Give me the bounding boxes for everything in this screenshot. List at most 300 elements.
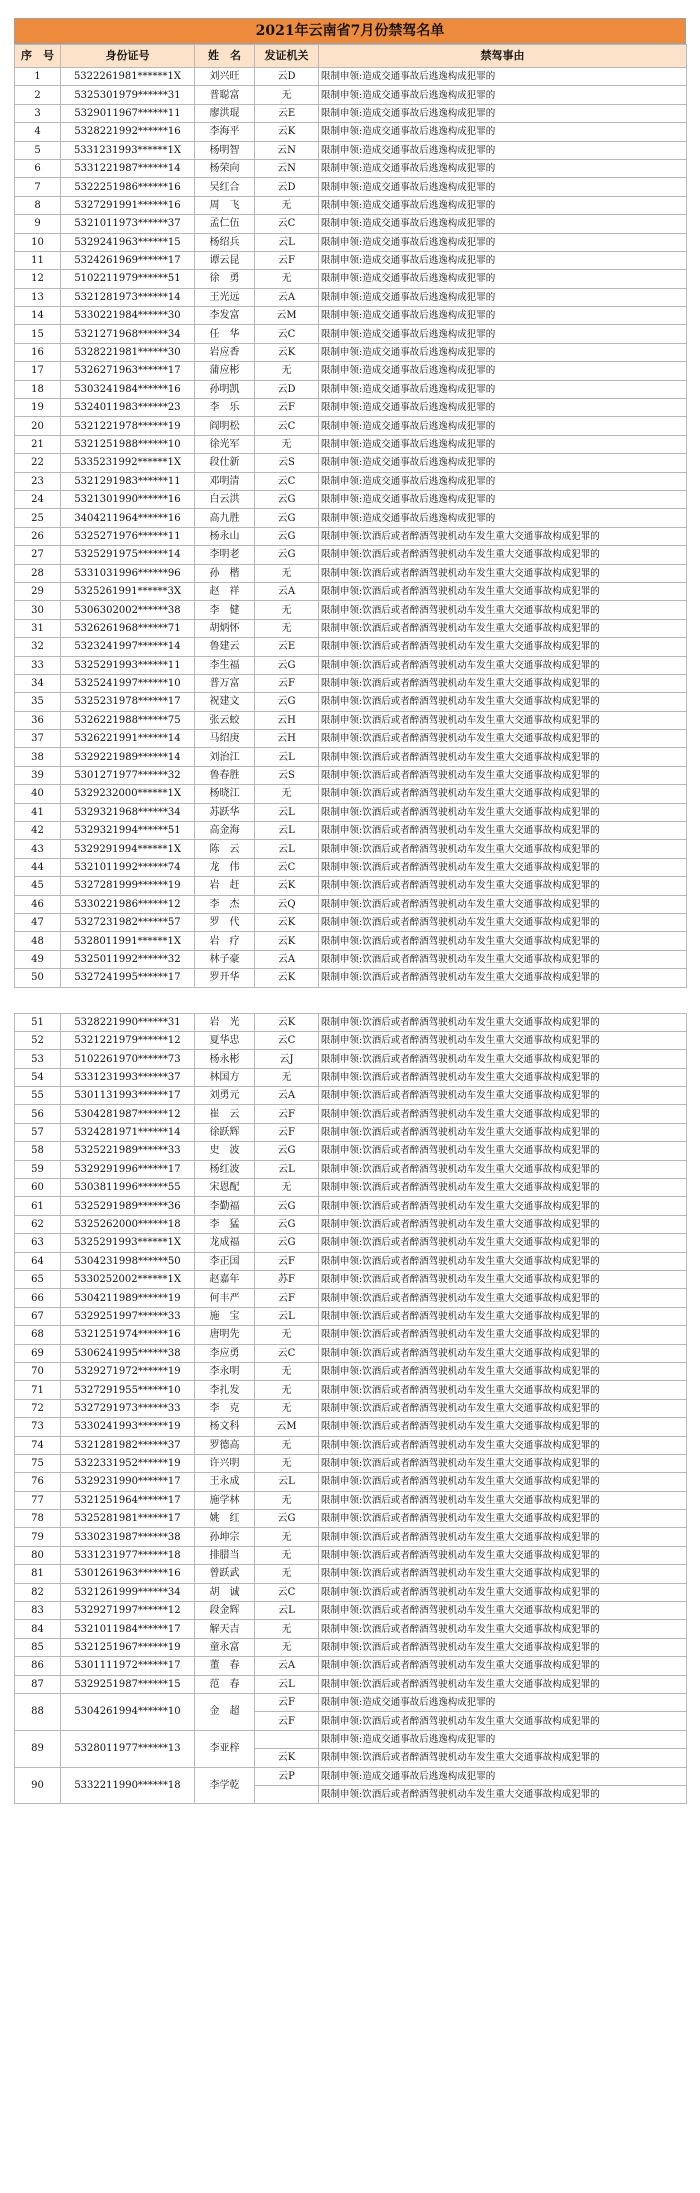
row-authority: 云D bbox=[255, 178, 319, 196]
row-reason: 限制申领:饮酒后或者醉酒驾驶机动车发生重大交通事故构成犯罪的 bbox=[319, 1105, 687, 1123]
row-authority: 无 bbox=[255, 435, 319, 453]
row-authority: 云L bbox=[255, 1160, 319, 1178]
row-reason: 限制申领:饮酒后或者醉酒驾驶机动车发生重大交通事故构成犯罪的 bbox=[319, 1436, 687, 1454]
row-id-number: 5301261963******16 bbox=[61, 1565, 195, 1583]
row-authority: 云F bbox=[255, 1105, 319, 1123]
row-name: 刘兴旺 bbox=[195, 68, 255, 86]
row-name: 施 宝 bbox=[195, 1307, 255, 1325]
table-row bbox=[15, 1602, 687, 1620]
row-name: 岩 疗 bbox=[195, 932, 255, 950]
table-row bbox=[15, 1068, 687, 1086]
table-row bbox=[15, 1142, 687, 1160]
table-row bbox=[15, 509, 687, 527]
row-no: 36 bbox=[15, 711, 61, 729]
row-name: 罗 代 bbox=[195, 913, 255, 931]
row-reason: 限制申领:饮酒后或者醉酒驾驶机动车发生重大交通事故构成犯罪的 bbox=[319, 1510, 687, 1528]
row-reason: 限制申领:饮酒后或者醉酒驾驶机动车发生重大交通事故构成犯罪的 bbox=[319, 1215, 687, 1233]
table-row bbox=[15, 380, 687, 398]
row-name: 罗开华 bbox=[195, 969, 255, 987]
row-no: 14 bbox=[15, 307, 61, 325]
row-reason: 限制申领:饮酒后或者醉酒驾驶机动车发生重大交通事故构成犯罪的 bbox=[319, 1271, 687, 1289]
row-authority: 云L bbox=[255, 748, 319, 766]
table-row bbox=[15, 1197, 687, 1215]
row-name: 李明老 bbox=[195, 546, 255, 564]
row-reason: 限制申领:饮酒后或者醉酒驾驶机动车发生重大交通事故构成犯罪的 bbox=[319, 601, 687, 619]
row-authority: 云F bbox=[255, 251, 319, 269]
table-row bbox=[15, 86, 687, 104]
row-authority: 云G bbox=[255, 693, 319, 711]
row-authority: 云K bbox=[255, 877, 319, 895]
row-no: 57 bbox=[15, 1123, 61, 1141]
row-name: 杨荣向 bbox=[195, 159, 255, 177]
row-no: 49 bbox=[15, 950, 61, 968]
row-name: 杨晓江 bbox=[195, 785, 255, 803]
table-row bbox=[15, 1546, 687, 1564]
row-no: 2 bbox=[15, 86, 61, 104]
row-reason: 限制申领:饮酒后或者醉酒驾驶机动车发生重大交通事故构成犯罪的 bbox=[319, 950, 687, 968]
row-id-number: 5321271968******34 bbox=[61, 325, 195, 343]
row-id-number: 5102211979******51 bbox=[61, 270, 195, 288]
row-name: 施学林 bbox=[195, 1491, 255, 1509]
row-reason: 限制申领:饮酒后或者醉酒驾驶机动车发生重大交通事故构成犯罪的 bbox=[319, 711, 687, 729]
row-id-number: 5325261991******3X bbox=[61, 582, 195, 600]
row-no: 63 bbox=[15, 1234, 61, 1252]
row-no: 86 bbox=[15, 1657, 61, 1675]
row-id-number: 5330221986******12 bbox=[61, 895, 195, 913]
row-no: 41 bbox=[15, 803, 61, 821]
header-no: 序 号 bbox=[15, 45, 61, 68]
row-reason: 限制申领:饮酒后或者醉酒驾驶机动车发生重大交通事故构成犯罪的 bbox=[319, 932, 687, 950]
row-id-number: 5321281973******14 bbox=[61, 288, 195, 306]
row-reason: 限制申领:造成交通事故后逃逸构成犯罪的 bbox=[319, 380, 687, 398]
row-reason: 限制申领:造成交通事故后逃逸构成犯罪的 bbox=[319, 1730, 687, 1748]
row-authority: 云P bbox=[255, 1767, 319, 1785]
row-id-number: 5321281982******37 bbox=[61, 1436, 195, 1454]
row-authority: 云G bbox=[255, 1215, 319, 1233]
table-row bbox=[15, 969, 687, 987]
row-reason: 限制申领:造成交通事故后逃逸构成犯罪的 bbox=[319, 1693, 687, 1711]
table-row bbox=[15, 399, 687, 417]
row-no: 47 bbox=[15, 913, 61, 931]
row-reason: 限制申领:饮酒后或者醉酒驾驶机动车发生重大交通事故构成犯罪的 bbox=[319, 748, 687, 766]
row-name: 李永明 bbox=[195, 1362, 255, 1380]
row-no: 68 bbox=[15, 1326, 61, 1344]
table-row bbox=[15, 1031, 687, 1049]
row-reason: 限制申领:饮酒后或者醉酒驾驶机动车发生重大交通事故构成犯罪的 bbox=[319, 840, 687, 858]
row-id-number: 5324281971******14 bbox=[61, 1123, 195, 1141]
row-authority: 云K bbox=[255, 123, 319, 141]
row-authority: 云L bbox=[255, 1602, 319, 1620]
row-authority: 云G bbox=[255, 546, 319, 564]
row-reason: 限制申领:饮酒后或者醉酒驾驶机动车发生重大交通事故构成犯罪的 bbox=[319, 1252, 687, 1270]
table-row bbox=[15, 1160, 687, 1178]
sheet-title: 2021年云南省7月份禁驾名单 bbox=[14, 18, 686, 44]
row-id-number: 5329291996******17 bbox=[61, 1160, 195, 1178]
row-no: 9 bbox=[15, 215, 61, 233]
row-name: 鲁春胜 bbox=[195, 766, 255, 784]
row-reason: 限制申领:饮酒后或者醉酒驾驶机动车发生重大交通事故构成犯罪的 bbox=[319, 1179, 687, 1197]
row-reason: 限制申领:饮酒后或者醉酒驾驶机动车发生重大交通事故构成犯罪的 bbox=[319, 1307, 687, 1325]
row-authority: 云K bbox=[255, 1013, 319, 1031]
row-id-number: 5321251964******17 bbox=[61, 1491, 195, 1509]
row-no: 87 bbox=[15, 1675, 61, 1693]
row-no: 79 bbox=[15, 1528, 61, 1546]
row-reason: 限制申领:饮酒后或者醉酒驾驶机动车发生重大交通事故构成犯罪的 bbox=[319, 674, 687, 692]
row-reason: 限制申领:饮酒后或者醉酒驾驶机动车发生重大交通事故构成犯罪的 bbox=[319, 1657, 687, 1675]
row-no: 38 bbox=[15, 748, 61, 766]
row-no: 1 bbox=[15, 68, 61, 86]
row-reason: 限制申领:造成交通事故后逃逸构成犯罪的 bbox=[319, 417, 687, 435]
row-id-number: 5321251967******19 bbox=[61, 1638, 195, 1656]
row-reason: 限制申领:造成交通事故后逃逸构成犯罪的 bbox=[319, 454, 687, 472]
row-no: 13 bbox=[15, 288, 61, 306]
row-authority: 云H bbox=[255, 730, 319, 748]
row-no: 34 bbox=[15, 674, 61, 692]
row-authority: 云C bbox=[255, 325, 319, 343]
table-row bbox=[15, 435, 687, 453]
row-authority: 云A bbox=[255, 1657, 319, 1675]
row-reason: 限制申领:饮酒后或者醉酒驾驶机动车发生重大交通事故构成犯罪的 bbox=[319, 582, 687, 600]
row-authority: 云F bbox=[255, 399, 319, 417]
row-id-number: 5329221989******14 bbox=[61, 748, 195, 766]
row-id-number: 5102261970******73 bbox=[61, 1050, 195, 1068]
row-name: 蒲应彬 bbox=[195, 362, 255, 380]
row-name: 李生福 bbox=[195, 656, 255, 674]
row-authority: 无 bbox=[255, 1068, 319, 1086]
row-no: 61 bbox=[15, 1197, 61, 1215]
row-id-number: 5331031996******96 bbox=[61, 564, 195, 582]
table-row bbox=[15, 1418, 687, 1436]
row-name: 赵 祥 bbox=[195, 582, 255, 600]
row-id-number: 5304211989******19 bbox=[61, 1289, 195, 1307]
row-reason: 限制申领:造成交通事故后逃逸构成犯罪的 bbox=[319, 362, 687, 380]
row-authority: 云G bbox=[255, 490, 319, 508]
row-reason: 限制申领:饮酒后或者醉酒驾驶机动车发生重大交通事故构成犯罪的 bbox=[319, 1454, 687, 1472]
row-authority: 云H bbox=[255, 711, 319, 729]
row-no: 40 bbox=[15, 785, 61, 803]
row-id-number: 5322251986******16 bbox=[61, 178, 195, 196]
row-no: 75 bbox=[15, 1454, 61, 1472]
row-no: 35 bbox=[15, 693, 61, 711]
row-reason: 限制申领:饮酒后或者醉酒驾驶机动车发生重大交通事故构成犯罪的 bbox=[319, 1583, 687, 1601]
row-authority: 云S bbox=[255, 454, 319, 472]
row-reason: 限制申领:造成交通事故后逃逸构成犯罪的 bbox=[319, 141, 687, 159]
row-no: 15 bbox=[15, 325, 61, 343]
row-authority: 云C bbox=[255, 417, 319, 435]
row-reason: 限制申领:饮酒后或者醉酒驾驶机动车发生重大交通事故构成犯罪的 bbox=[319, 895, 687, 913]
row-reason: 限制申领:造成交通事故后逃逸构成犯罪的 bbox=[319, 86, 687, 104]
header-id-number: 身份证号 bbox=[61, 45, 195, 68]
row-id-number: 5321011992******74 bbox=[61, 858, 195, 876]
row-name: 李亚梓 bbox=[195, 1730, 255, 1767]
row-reason: 限制申领:饮酒后或者醉酒驾驶机动车发生重大交通事故构成犯罪的 bbox=[319, 1123, 687, 1141]
table-row bbox=[15, 1050, 687, 1068]
row-authority: 云L bbox=[255, 840, 319, 858]
row-name: 林国方 bbox=[195, 1068, 255, 1086]
row-authority: 云G bbox=[255, 1142, 319, 1160]
row-no: 37 bbox=[15, 730, 61, 748]
row-reason: 限制申领:饮酒后或者醉酒驾驶机动车发生重大交通事故构成犯罪的 bbox=[319, 1602, 687, 1620]
row-name: 高九胜 bbox=[195, 509, 255, 527]
table-row-multi bbox=[15, 1767, 687, 1785]
row-no: 82 bbox=[15, 1583, 61, 1601]
table-row bbox=[15, 1123, 687, 1141]
row-name: 夏华忠 bbox=[195, 1031, 255, 1049]
row-id-number: 5326261968******71 bbox=[61, 619, 195, 637]
row-reason: 限制申领:饮酒后或者醉酒驾驶机动车发生重大交通事故构成犯罪的 bbox=[319, 638, 687, 656]
table-row bbox=[15, 766, 687, 784]
row-authority: 云D bbox=[255, 68, 319, 86]
row-authority: 云D bbox=[255, 380, 319, 398]
row-reason: 限制申领:饮酒后或者醉酒驾驶机动车发生重大交通事故构成犯罪的 bbox=[319, 1399, 687, 1417]
row-no: 3 bbox=[15, 104, 61, 122]
row-name: 李学乾 bbox=[195, 1767, 255, 1804]
row-reason: 限制申领:饮酒后或者醉酒驾驶机动车发生重大交通事故构成犯罪的 bbox=[319, 527, 687, 545]
row-reason: 限制申领:饮酒后或者醉酒驾驶机动车发生重大交通事故构成犯罪的 bbox=[319, 1289, 687, 1307]
row-reason: 限制申领:造成交通事故后逃逸构成犯罪的 bbox=[319, 325, 687, 343]
row-authority: 无 bbox=[255, 564, 319, 582]
table-row bbox=[15, 472, 687, 490]
row-reason: 限制申领:饮酒后或者醉酒驾驶机动车发生重大交通事故构成犯罪的 bbox=[319, 1381, 687, 1399]
row-no: 78 bbox=[15, 1510, 61, 1528]
row-name: 赵嘉年 bbox=[195, 1271, 255, 1289]
row-reason: 限制申领:饮酒后或者醉酒驾驶机动车发生重大交通事故构成犯罪的 bbox=[319, 1620, 687, 1638]
row-no: 69 bbox=[15, 1344, 61, 1362]
row-id-number: 5325262000******18 bbox=[61, 1215, 195, 1233]
row-reason: 限制申领:饮酒后或者醉酒驾驶机动车发生重大交通事故构成犯罪的 bbox=[319, 913, 687, 931]
row-id-number: 5329321968******34 bbox=[61, 803, 195, 821]
row-reason: 限制申领:饮酒后或者醉酒驾驶机动车发生重大交通事故构成犯罪的 bbox=[319, 1785, 687, 1803]
row-reason: 限制申领:饮酒后或者醉酒驾驶机动车发生重大交通事故构成犯罪的 bbox=[319, 1675, 687, 1693]
row-id-number: 5325291989******36 bbox=[61, 1197, 195, 1215]
row-name: 唐明先 bbox=[195, 1326, 255, 1344]
row-name: 龙成福 bbox=[195, 1234, 255, 1252]
row-reason: 限制申领:饮酒后或者醉酒驾驶机动车发生重大交通事故构成犯罪的 bbox=[319, 1234, 687, 1252]
row-authority: 云G bbox=[255, 1510, 319, 1528]
table-row bbox=[15, 1565, 687, 1583]
row-no: 33 bbox=[15, 656, 61, 674]
row-name: 孙坤宗 bbox=[195, 1528, 255, 1546]
table-row bbox=[15, 123, 687, 141]
table-row bbox=[15, 730, 687, 748]
row-name: 杨永彬 bbox=[195, 1050, 255, 1068]
row-reason: 限制申领:饮酒后或者醉酒驾驶机动车发生重大交通事故构成犯罪的 bbox=[319, 1142, 687, 1160]
row-no: 76 bbox=[15, 1473, 61, 1491]
row-name: 胡 诚 bbox=[195, 1583, 255, 1601]
row-id-number: 5327231982******57 bbox=[61, 913, 195, 931]
row-name: 金 超 bbox=[195, 1693, 255, 1730]
row-id-number: 5328221990******31 bbox=[61, 1013, 195, 1031]
row-name: 李 杰 bbox=[195, 895, 255, 913]
row-name: 普聪富 bbox=[195, 86, 255, 104]
row-id-number: 5326221991******14 bbox=[61, 730, 195, 748]
row-no: 25 bbox=[15, 509, 61, 527]
row-id-number: 5323241997******14 bbox=[61, 638, 195, 656]
row-reason: 限制申领:造成交通事故后逃逸构成犯罪的 bbox=[319, 288, 687, 306]
table-row bbox=[15, 564, 687, 582]
row-reason: 限制申领:饮酒后或者醉酒驾驶机动车发生重大交通事故构成犯罪的 bbox=[319, 693, 687, 711]
row-no: 18 bbox=[15, 380, 61, 398]
table-row bbox=[15, 1583, 687, 1601]
table-row bbox=[15, 1381, 687, 1399]
row-name: 李海平 bbox=[195, 123, 255, 141]
row-no: 70 bbox=[15, 1362, 61, 1380]
row-name: 李 乐 bbox=[195, 399, 255, 417]
row-no: 45 bbox=[15, 877, 61, 895]
row-id-number: 5330221984******30 bbox=[61, 307, 195, 325]
row-name: 何丰严 bbox=[195, 1289, 255, 1307]
row-id-number: 5321251974******16 bbox=[61, 1326, 195, 1344]
row-name: 鲁建云 bbox=[195, 638, 255, 656]
row-reason: 限制申领:饮酒后或者醉酒驾驶机动车发生重大交通事故构成犯罪的 bbox=[319, 619, 687, 637]
table-row bbox=[15, 1638, 687, 1656]
row-no: 39 bbox=[15, 766, 61, 784]
row-no: 16 bbox=[15, 343, 61, 361]
table-row bbox=[15, 454, 687, 472]
row-authority: 无 bbox=[255, 619, 319, 637]
table-row bbox=[15, 1399, 687, 1417]
row-name: 廖洪琨 bbox=[195, 104, 255, 122]
row-authority: 云F bbox=[255, 1289, 319, 1307]
row-authority: 无 bbox=[255, 1528, 319, 1546]
table-row bbox=[15, 1510, 687, 1528]
row-id-number: 5331221987******14 bbox=[61, 159, 195, 177]
row-name: 李 克 bbox=[195, 1399, 255, 1417]
row-no: 88 bbox=[15, 1693, 61, 1730]
row-reason: 限制申领:饮酒后或者醉酒驾驶机动车发生重大交通事故构成犯罪的 bbox=[319, 656, 687, 674]
table-row bbox=[15, 1326, 687, 1344]
table-row bbox=[15, 950, 687, 968]
row-authority: 无 bbox=[255, 1565, 319, 1583]
table-row bbox=[15, 822, 687, 840]
table-row bbox=[15, 178, 687, 196]
row-reason: 限制申领:饮酒后或者醉酒驾驶机动车发生重大交通事故构成犯罪的 bbox=[319, 1013, 687, 1031]
row-name: 张云蛟 bbox=[195, 711, 255, 729]
row-id-number: 5328221992******16 bbox=[61, 123, 195, 141]
row-no: 74 bbox=[15, 1436, 61, 1454]
row-name: 李应勇 bbox=[195, 1344, 255, 1362]
row-authority: 无 bbox=[255, 785, 319, 803]
row-name: 崔 云 bbox=[195, 1105, 255, 1123]
row-id-number: 5304231998******50 bbox=[61, 1252, 195, 1270]
row-name: 陈 云 bbox=[195, 840, 255, 858]
row-id-number: 5321221978******19 bbox=[61, 417, 195, 435]
row-id-number: 5328011977******13 bbox=[61, 1730, 195, 1767]
table-row bbox=[15, 711, 687, 729]
row-no: 59 bbox=[15, 1160, 61, 1178]
row-no: 22 bbox=[15, 454, 61, 472]
row-no: 65 bbox=[15, 1271, 61, 1289]
row-authority: 云M bbox=[255, 307, 319, 325]
row-name: 岩应香 bbox=[195, 343, 255, 361]
row-no: 30 bbox=[15, 601, 61, 619]
row-id-number: 5325281981******17 bbox=[61, 1510, 195, 1528]
row-authority: 云Q bbox=[255, 895, 319, 913]
row-no: 23 bbox=[15, 472, 61, 490]
row-name: 曾跃武 bbox=[195, 1565, 255, 1583]
row-id-number: 5329291994******1X bbox=[61, 840, 195, 858]
row-name: 徐跃辉 bbox=[195, 1123, 255, 1141]
row-id-number: 5306241995******38 bbox=[61, 1344, 195, 1362]
table-row bbox=[15, 233, 687, 251]
row-no: 44 bbox=[15, 858, 61, 876]
row-authority: 云L bbox=[255, 1675, 319, 1693]
table-row bbox=[15, 490, 687, 508]
row-no: 28 bbox=[15, 564, 61, 582]
table-row bbox=[15, 1234, 687, 1252]
row-name: 龙 伟 bbox=[195, 858, 255, 876]
row-reason: 限制申领:饮酒后或者醉酒驾驶机动车发生重大交通事故构成犯罪的 bbox=[319, 1050, 687, 1068]
row-name: 李正国 bbox=[195, 1252, 255, 1270]
row-reason: 限制申领:饮酒后或者醉酒驾驶机动车发生重大交通事故构成犯罪的 bbox=[319, 766, 687, 784]
row-name: 马绍庚 bbox=[195, 730, 255, 748]
row-id-number: 5329231990******17 bbox=[61, 1473, 195, 1491]
row-authority: 云F bbox=[255, 674, 319, 692]
row-no: 51 bbox=[15, 1013, 61, 1031]
row-name: 段仕新 bbox=[195, 454, 255, 472]
table-row bbox=[15, 785, 687, 803]
row-id-number: 5325241997******10 bbox=[61, 674, 195, 692]
row-authority: 云L bbox=[255, 233, 319, 251]
table-row bbox=[15, 1215, 687, 1233]
row-id-number: 5325221989******33 bbox=[61, 1142, 195, 1160]
table-row bbox=[15, 840, 687, 858]
row-id-number: 5329011967******11 bbox=[61, 104, 195, 122]
row-id-number: 5301111972******17 bbox=[61, 1657, 195, 1675]
row-id-number: 5329251997******33 bbox=[61, 1307, 195, 1325]
table-row bbox=[15, 159, 687, 177]
row-reason: 限制申领:造成交通事故后逃逸构成犯罪的 bbox=[319, 196, 687, 214]
table-row bbox=[15, 932, 687, 950]
row-name: 解天吉 bbox=[195, 1620, 255, 1638]
table-row bbox=[15, 656, 687, 674]
row-no: 62 bbox=[15, 1215, 61, 1233]
row-reason: 限制申领:饮酒后或者醉酒驾驶机动车发生重大交通事故构成犯罪的 bbox=[319, 969, 687, 987]
row-name: 祝建文 bbox=[195, 693, 255, 711]
row-id-number: 5330241993******19 bbox=[61, 1418, 195, 1436]
row-id-number: 5321291983******11 bbox=[61, 472, 195, 490]
row-no: 83 bbox=[15, 1602, 61, 1620]
row-authority: 云F bbox=[255, 1252, 319, 1270]
table-row bbox=[15, 619, 687, 637]
row-no: 60 bbox=[15, 1179, 61, 1197]
table-row bbox=[15, 913, 687, 931]
table-row bbox=[15, 196, 687, 214]
row-reason: 限制申领:饮酒后或者醉酒驾驶机动车发生重大交通事故构成犯罪的 bbox=[319, 822, 687, 840]
row-name: 阎明松 bbox=[195, 417, 255, 435]
row-authority: 无 bbox=[255, 196, 319, 214]
ban-list-sheet bbox=[14, 18, 686, 1804]
table-row bbox=[15, 1491, 687, 1509]
row-reason: 限制申领:饮酒后或者醉酒驾驶机动车发生重大交通事故构成犯罪的 bbox=[319, 1068, 687, 1086]
row-no: 85 bbox=[15, 1638, 61, 1656]
row-id-number: 5329271997******12 bbox=[61, 1602, 195, 1620]
row-authority: 云N bbox=[255, 141, 319, 159]
row-no: 27 bbox=[15, 546, 61, 564]
table-row bbox=[15, 1528, 687, 1546]
row-no: 80 bbox=[15, 1546, 61, 1564]
row-reason: 限制申领:造成交通事故后逃逸构成犯罪的 bbox=[319, 233, 687, 251]
row-id-number: 5325291975******14 bbox=[61, 546, 195, 564]
row-id-number: 5326221988******75 bbox=[61, 711, 195, 729]
row-authority: 无 bbox=[255, 1454, 319, 1472]
row-reason: 限制申领:饮酒后或者醉酒驾驶机动车发生重大交通事故构成犯罪的 bbox=[319, 1031, 687, 1049]
row-authority: 云G bbox=[255, 527, 319, 545]
row-name: 任 华 bbox=[195, 325, 255, 343]
row-authority: 无 bbox=[255, 601, 319, 619]
row-no: 46 bbox=[15, 895, 61, 913]
row-name: 邓明清 bbox=[195, 472, 255, 490]
